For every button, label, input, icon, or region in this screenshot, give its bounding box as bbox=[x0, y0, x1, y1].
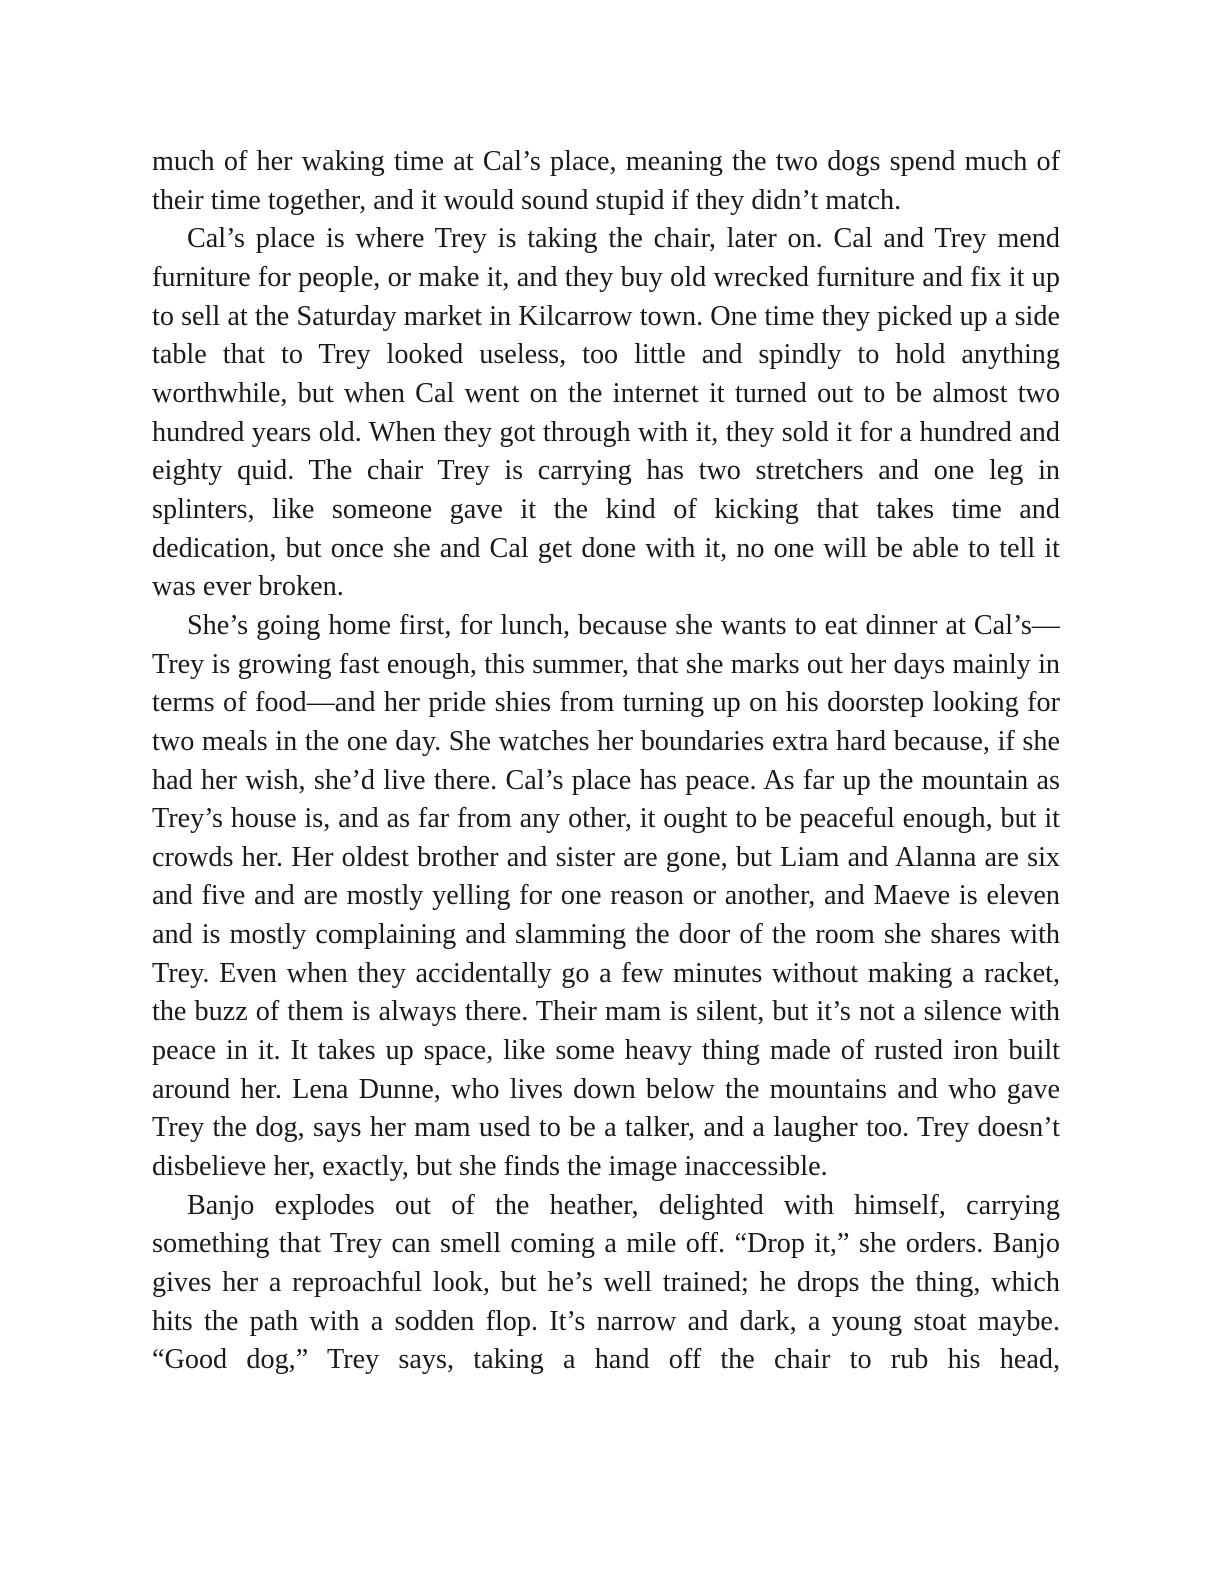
paragraph-continued: much of her waking time at Cal’s place, meaning the two dogs spend much of their time together, and it would sound stupid if they didn’t match. bbox=[152, 146, 1060, 216]
paragraph: Cal’s place is where Trey is taking the chair, later on. Cal and Trey mend furniture for people, or make it, and they buy old wrecked furniture and fix it up to sell at the Saturday market in Kilcarrow town. One time they picked up a side table that to Trey looked useless, too little and spindly to hold anything worthwhile, but when Cal went on the internet it turned out to be almost two hundred years old. When they got through with it, they sold it for a hundred and eighty quid. The chair Trey is carrying has two stretchers and one leg in splinters, like someone gave it the kind of kicking that takes time and dedication, but once she and Cal get done with it, no one will be able to tell it was ever broken. bbox=[152, 223, 1060, 603]
paragraph-runs-onto-next-page: Banjo explodes out of the heather, delighted with himself, carrying something that Trey can smell coming a mile off. “Drop it,” she orders. Banjo gives her a reproachful look, but he’s well trained; he drops the thing, which hits the path with a sodden flop. It’s narrow and dark, a young stoat maybe. “Good dog,” Trey says, taking a hand off the chair to rub his head, bbox=[152, 1189, 1060, 1376]
paragraph: She’s going home first, for lunch, because she wants to eat dinner at Cal’s—Trey is growing fast enough, this summer, that she marks out her days mainly in terms of food—and her pride shies from turning up on his doorstep looking for two meals in the one day. She watches her boundaries extra hard because, if she had her wish, she’d live there. Cal’s place has peace. As far up the mountain as Trey’s house is, and as far from any other, it ought to be peaceful enough, but it crowds her. Her oldest brother and sister are gone, but Liam and Alanna are six and five and are mostly yelling for one reason or another, and Maeve is eleven and is mostly complaining and slamming the door of the room she shares with Trey. Even when they accidentally go a few minutes without making a racket, the buzz of them is always there. Their mam is silent, but it’s not a silence with peace in it. It takes up space, like some heavy thing made of rusted iron built around her. Lena Dunne, who lives down below the mountains and who gave Trey the dog, says her mam used to be a talker, and a laugher too. Trey doesn’t disbelieve her, exactly, but she finds the image inaccessible. bbox=[152, 609, 1060, 1183]
book-page-body bbox=[152, 143, 1060, 1380]
